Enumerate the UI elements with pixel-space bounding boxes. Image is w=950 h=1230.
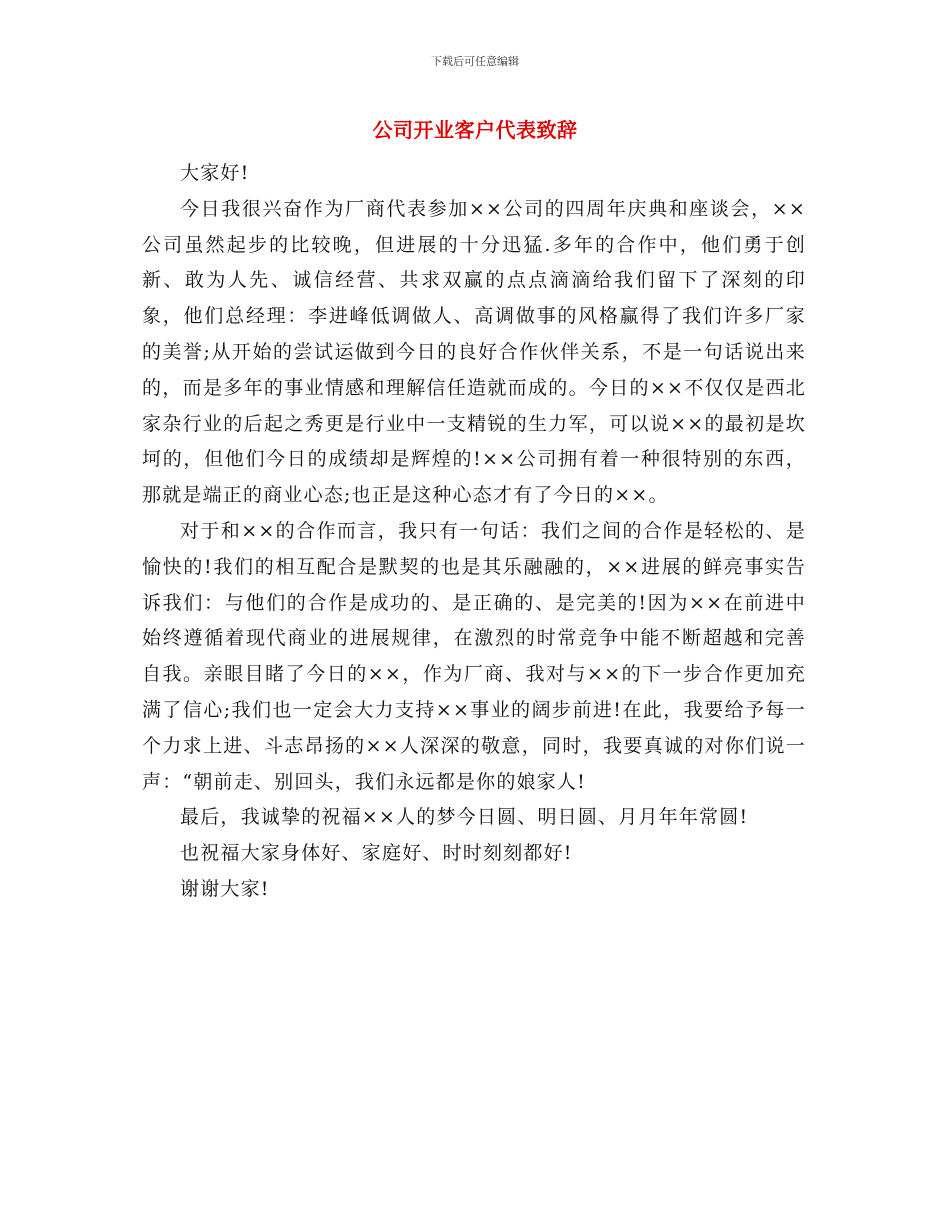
document-title: 公司开业客户代表致辞: [372, 118, 578, 142]
closing-paragraph: 也祝福大家身体好、家庭好、时时刻刻都好!: [180, 842, 573, 865]
header-note: 下载后可任意编辑: [431, 55, 519, 68]
greeting-paragraph: 大家好!: [180, 162, 250, 184]
body-paragraph: 对于和××的合作而言，我只有一句话：我们之间的合作是轻松的、是愉快的!我们的相互配合是默契的也是其乐融融的，××进展的鲜亮事实告诉我们：与他们的合作是成功的、是正确的、是完美的!因为××在前进中始终遵循着现代商业的进展规律，在激烈的时常竞争中能不断超越和完善自我。亲眼目睹了今日的××，作为厂商、我对与××的下一步合作更加充满了信心;我们也一定会大力支持××事业的阔步前进!在此，我要给予每一个力求上进、斗志昂扬的××人深深的敬意，同时，我要真诚的对你们说一声：“朝前走、别回头，我们永远都是你的娘家人!: [142, 519, 806, 793]
document-body: [142, 156, 806, 908]
thanks-paragraph: 谢谢大家!: [180, 877, 270, 900]
body-paragraph: 今日我很兴奋作为厂商代表参加××公司的四周年庆典和座谈会，××公司虽然起步的比较晚，但进展的十分迅猛.多年的合作中，他们勇于创新、敢为人先、诚信经营、共求双赢的点点滴滴给我们留下了深刻的印象，他们总经理：李进峰低调做人、高调做事的风格赢得了我们许多厂家的美誉;从开始的尝试运做到今日的良好合作伙伴关系，不是一句话说出来的，而是多年的事业情感和理解信任造就而成的。今日的××不仅仅是西北家杂行业的后起之秀更是行业中一支精锐的生力军，可以说××的最初是坎坷的，但他们今日的成绩却是辉煌的!××公司拥有着一种很特别的东西，那就是端正的商业心态;也正是这种心态才有了今日的××。: [142, 197, 806, 507]
closing-paragraph: 最后，我诚挚的祝福××人的梦今日圆、明日圆、月月年年常圆!: [180, 806, 749, 829]
